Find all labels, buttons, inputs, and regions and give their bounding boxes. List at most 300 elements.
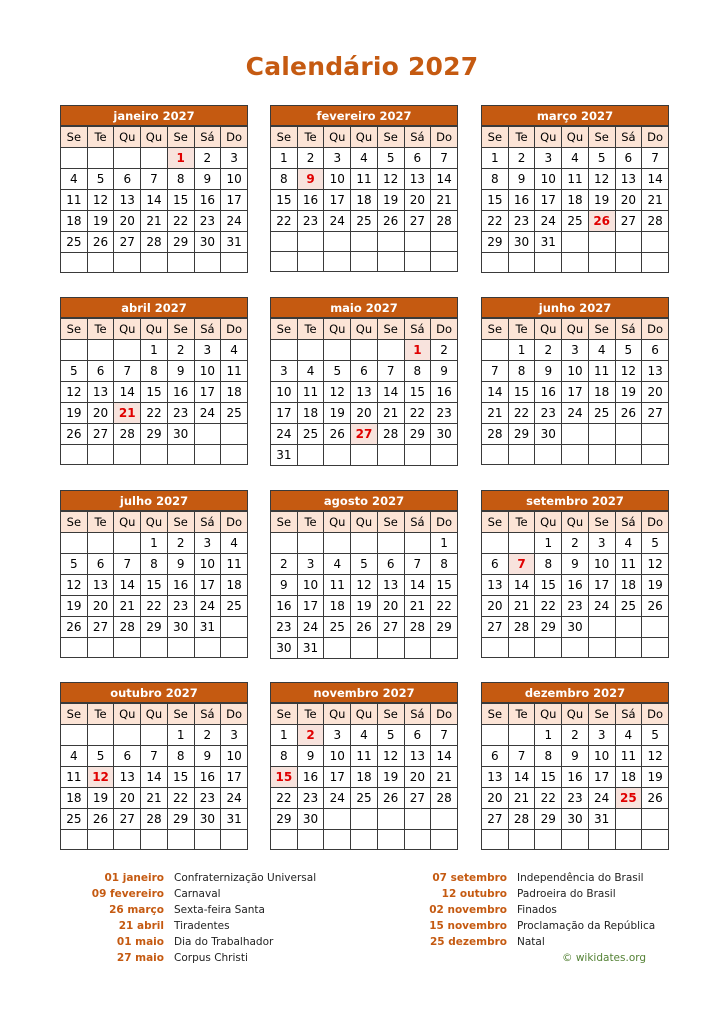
day-cell: 30 <box>194 232 221 253</box>
day-cell: 20 <box>482 596 509 617</box>
day-cell: 11 <box>221 554 248 575</box>
day-cell: 18 <box>351 190 378 211</box>
day-cell: 6 <box>377 554 404 575</box>
day-cell: 6 <box>114 169 141 190</box>
day-cell: 14 <box>141 767 168 788</box>
day-cell: 23 <box>194 211 221 232</box>
day-cell: 23 <box>562 788 589 809</box>
day-cell: 13 <box>482 575 509 596</box>
holiday-day-cell: 2 <box>297 725 324 746</box>
day-cell: 7 <box>482 361 509 382</box>
page-title: Calendário 2027 <box>245 52 479 81</box>
day-cell: 15 <box>508 382 535 403</box>
empty-day-cell <box>642 253 669 273</box>
day-cell: 27 <box>482 617 509 638</box>
day-cell: 7 <box>377 361 404 382</box>
day-cell: 29 <box>271 809 298 830</box>
day-cell: 19 <box>615 382 642 403</box>
day-cell: 6 <box>351 361 378 382</box>
weekday-header: Do <box>221 704 248 725</box>
day-cell: 6 <box>482 554 509 575</box>
day-cell: 6 <box>404 725 431 746</box>
empty-day-cell <box>271 340 298 361</box>
empty-day-cell <box>431 809 458 830</box>
day-cell: 25 <box>221 403 248 424</box>
weekday-header: Se <box>271 319 298 340</box>
day-cell: 19 <box>61 403 88 424</box>
day-cell: 8 <box>508 361 535 382</box>
day-cell: 15 <box>271 190 298 211</box>
holiday-row <box>60 902 344 918</box>
day-cell: 14 <box>404 575 431 596</box>
day-cell: 16 <box>508 190 535 211</box>
day-cell: 13 <box>404 169 431 190</box>
day-cell: 2 <box>271 554 298 575</box>
day-cell: 12 <box>61 575 88 596</box>
day-cell: 27 <box>642 403 669 424</box>
weekday-header: Se <box>167 319 194 340</box>
empty-day-cell <box>271 533 298 554</box>
weekday-header: Sá <box>404 704 431 725</box>
empty-day-cell <box>61 533 88 554</box>
empty-day-cell <box>87 725 114 746</box>
day-cell: 14 <box>114 575 141 596</box>
month-title: setembro 2027 <box>481 490 669 511</box>
weekday-header: Qu <box>562 127 589 148</box>
day-cell: 6 <box>404 148 431 169</box>
empty-day-cell <box>114 445 141 465</box>
day-cell: 8 <box>167 746 194 767</box>
empty-day-cell <box>482 340 509 361</box>
day-cell: 9 <box>297 746 324 767</box>
holiday-date: 07 setembro <box>432 872 507 884</box>
day-cell: 1 <box>482 148 509 169</box>
day-cell: 2 <box>431 340 458 361</box>
day-cell: 12 <box>642 746 669 767</box>
empty-day-cell <box>588 445 615 465</box>
day-cell: 19 <box>377 767 404 788</box>
empty-day-cell <box>87 148 114 169</box>
weekday-header: Qu <box>562 512 589 533</box>
empty-day-cell <box>114 253 141 273</box>
day-cell: 28 <box>114 617 141 638</box>
day-cell: 10 <box>194 361 221 382</box>
day-cell: 21 <box>431 767 458 788</box>
weekday-header: Se <box>61 127 88 148</box>
day-cell: 29 <box>167 232 194 253</box>
day-cell: 13 <box>482 767 509 788</box>
day-cell: 23 <box>167 596 194 617</box>
day-cell: 3 <box>588 725 615 746</box>
holiday-name: Finados <box>517 904 557 916</box>
month-title: fevereiro 2027 <box>270 105 458 126</box>
empty-day-cell <box>615 617 642 638</box>
empty-day-cell <box>615 445 642 465</box>
day-cell: 24 <box>324 211 351 232</box>
weekday-header: Se <box>482 512 509 533</box>
day-cell: 28 <box>141 809 168 830</box>
day-cell: 8 <box>431 554 458 575</box>
holiday-day-cell: 26 <box>588 211 615 232</box>
credit-text[interactable]: © wikidates.org <box>562 952 647 964</box>
month-title: julho 2027 <box>60 490 248 511</box>
day-cell: 3 <box>324 725 351 746</box>
empty-day-cell <box>351 445 378 466</box>
empty-day-cell <box>431 445 458 466</box>
day-cell: 29 <box>535 617 562 638</box>
day-cell: 11 <box>324 575 351 596</box>
day-cell: 7 <box>141 746 168 767</box>
day-cell: 13 <box>615 169 642 190</box>
day-cell: 15 <box>404 382 431 403</box>
day-cell: 21 <box>508 788 535 809</box>
day-cell: 24 <box>194 596 221 617</box>
empty-day-cell <box>351 809 378 830</box>
holiday-date: 15 novembro <box>429 920 507 932</box>
day-cell: 20 <box>377 596 404 617</box>
empty-day-cell <box>615 424 642 445</box>
weekday-header: Qu <box>114 512 141 533</box>
day-cell: 30 <box>167 424 194 445</box>
weekday-header: Do <box>431 127 458 148</box>
day-cell: 9 <box>562 554 589 575</box>
empty-day-cell <box>271 830 298 850</box>
empty-day-cell <box>431 638 458 659</box>
day-cell: 15 <box>141 575 168 596</box>
day-cell: 10 <box>271 382 298 403</box>
day-cell: 15 <box>141 382 168 403</box>
day-cell: 30 <box>508 232 535 253</box>
day-cell: 21 <box>141 788 168 809</box>
holiday-row <box>60 886 344 902</box>
empty-day-cell <box>61 340 88 361</box>
weekday-header: Se <box>61 704 88 725</box>
day-cell: 17 <box>324 767 351 788</box>
day-cell: 25 <box>221 596 248 617</box>
empty-day-cell <box>297 830 324 850</box>
day-cell: 21 <box>431 190 458 211</box>
day-cell: 21 <box>508 596 535 617</box>
day-cell: 27 <box>482 809 509 830</box>
month-calendar <box>60 490 248 658</box>
day-cell: 13 <box>404 746 431 767</box>
day-cell: 22 <box>167 788 194 809</box>
day-cell: 14 <box>431 169 458 190</box>
day-cell: 15 <box>431 575 458 596</box>
empty-day-cell <box>351 232 378 252</box>
day-cell: 24 <box>588 596 615 617</box>
day-cell: 16 <box>431 382 458 403</box>
day-cell: 14 <box>114 382 141 403</box>
day-cell: 17 <box>221 190 248 211</box>
day-cell: 16 <box>297 190 324 211</box>
empty-day-cell <box>404 830 431 850</box>
holiday-row <box>400 886 667 902</box>
empty-day-cell <box>141 638 168 658</box>
day-cell: 21 <box>141 211 168 232</box>
day-cell: 17 <box>562 382 589 403</box>
empty-day-cell <box>482 638 509 658</box>
month-calendar <box>60 297 248 465</box>
day-cell: 17 <box>194 575 221 596</box>
empty-day-cell <box>351 830 378 850</box>
empty-day-cell <box>377 809 404 830</box>
day-cell: 30 <box>271 638 298 659</box>
day-cell: 26 <box>87 809 114 830</box>
holiday-name: Padroeira do Brasil <box>517 888 616 900</box>
day-cell: 9 <box>562 746 589 767</box>
weekday-header: Do <box>221 127 248 148</box>
day-cell: 9 <box>535 361 562 382</box>
day-cell: 16 <box>562 767 589 788</box>
empty-day-cell <box>508 830 535 850</box>
holiday-date: 09 fevereiro <box>91 888 164 900</box>
empty-day-cell <box>167 445 194 465</box>
day-cell: 30 <box>194 809 221 830</box>
day-cell: 19 <box>324 403 351 424</box>
day-cell: 27 <box>87 617 114 638</box>
empty-day-cell <box>61 148 88 169</box>
day-cell: 10 <box>194 554 221 575</box>
day-cell: 3 <box>324 148 351 169</box>
weekday-header: Qu <box>535 704 562 725</box>
day-cell: 23 <box>508 211 535 232</box>
month-title: março 2027 <box>481 105 669 126</box>
empty-day-cell <box>562 424 589 445</box>
day-cell: 25 <box>61 809 88 830</box>
weekday-header: Te <box>297 319 324 340</box>
empty-day-cell <box>508 253 535 273</box>
day-cell: 9 <box>194 746 221 767</box>
month-calendar <box>60 682 248 850</box>
empty-day-cell <box>642 638 669 658</box>
empty-day-cell <box>87 340 114 361</box>
day-cell: 3 <box>535 148 562 169</box>
holiday-day-cell: 12 <box>87 767 114 788</box>
holiday-name: Proclamação da República <box>517 920 656 932</box>
day-cell: 3 <box>271 361 298 382</box>
weekday-header: Do <box>642 127 669 148</box>
empty-day-cell <box>562 638 589 658</box>
empty-day-cell <box>114 638 141 658</box>
day-cell: 11 <box>61 767 88 788</box>
day-cell: 11 <box>351 169 378 190</box>
month-calendar <box>481 682 669 850</box>
day-cell: 10 <box>297 575 324 596</box>
day-cell: 21 <box>642 190 669 211</box>
holiday-day-cell: 27 <box>351 424 378 445</box>
empty-day-cell <box>377 340 404 361</box>
day-cell: 13 <box>642 361 669 382</box>
day-cell: 23 <box>535 403 562 424</box>
day-cell: 19 <box>61 596 88 617</box>
empty-day-cell <box>615 638 642 658</box>
day-cell: 8 <box>167 169 194 190</box>
empty-day-cell <box>221 424 248 445</box>
empty-day-cell <box>377 830 404 850</box>
empty-day-cell <box>615 232 642 253</box>
day-cell: 29 <box>508 424 535 445</box>
day-cell: 10 <box>324 169 351 190</box>
empty-day-cell <box>297 232 324 252</box>
empty-day-cell <box>482 830 509 850</box>
holiday-date: 25 dezembro <box>430 936 507 948</box>
day-cell: 3 <box>221 725 248 746</box>
empty-day-cell <box>271 252 298 272</box>
day-cell: 24 <box>297 617 324 638</box>
day-cell: 18 <box>615 575 642 596</box>
day-cell: 22 <box>508 403 535 424</box>
day-cell: 12 <box>642 554 669 575</box>
weekday-header: Se <box>271 704 298 725</box>
day-cell: 18 <box>297 403 324 424</box>
day-cell: 24 <box>588 788 615 809</box>
day-cell: 26 <box>87 232 114 253</box>
weekday-header: Te <box>297 127 324 148</box>
day-cell: 7 <box>431 725 458 746</box>
holiday-row <box>400 934 667 950</box>
weekday-header: Sá <box>404 319 431 340</box>
weekday-header: Te <box>87 512 114 533</box>
empty-day-cell <box>482 725 509 746</box>
day-cell: 8 <box>141 554 168 575</box>
day-cell: 8 <box>535 746 562 767</box>
day-cell: 13 <box>351 382 378 403</box>
day-cell: 1 <box>167 725 194 746</box>
day-cell: 26 <box>61 617 88 638</box>
month-calendar <box>270 682 458 850</box>
day-cell: 3 <box>588 533 615 554</box>
weekday-header: Te <box>87 704 114 725</box>
weekday-header: Sá <box>194 512 221 533</box>
empty-day-cell <box>508 638 535 658</box>
day-cell: 5 <box>642 533 669 554</box>
day-cell: 14 <box>508 767 535 788</box>
weekday-header: Te <box>508 512 535 533</box>
day-cell: 4 <box>297 361 324 382</box>
day-cell: 10 <box>562 361 589 382</box>
day-cell: 26 <box>642 788 669 809</box>
day-cell: 12 <box>615 361 642 382</box>
day-cell: 4 <box>562 148 589 169</box>
empty-day-cell <box>482 445 509 465</box>
empty-day-cell <box>114 830 141 850</box>
day-cell: 22 <box>482 211 509 232</box>
day-cell: 8 <box>535 554 562 575</box>
day-cell: 28 <box>508 617 535 638</box>
day-cell: 12 <box>324 382 351 403</box>
holiday-list-left <box>60 870 344 966</box>
day-cell: 2 <box>535 340 562 361</box>
empty-day-cell <box>324 638 351 659</box>
day-cell: 28 <box>508 809 535 830</box>
day-cell: 4 <box>61 169 88 190</box>
holiday-row <box>400 902 667 918</box>
empty-day-cell <box>324 340 351 361</box>
holiday-row <box>400 870 667 886</box>
day-cell: 7 <box>642 148 669 169</box>
month-calendar <box>270 105 458 272</box>
day-cell: 7 <box>508 746 535 767</box>
empty-day-cell <box>221 830 248 850</box>
day-cell: 9 <box>167 361 194 382</box>
weekday-header: Do <box>642 704 669 725</box>
month-title: outubro 2027 <box>60 682 248 703</box>
day-cell: 9 <box>167 554 194 575</box>
day-cell: 3 <box>562 340 589 361</box>
holiday-row <box>60 934 344 950</box>
day-cell: 23 <box>167 403 194 424</box>
day-cell: 24 <box>535 211 562 232</box>
holiday-date: 12 outubro <box>441 888 507 900</box>
empty-day-cell <box>508 533 535 554</box>
day-cell: 26 <box>324 424 351 445</box>
day-cell: 11 <box>562 169 589 190</box>
day-cell: 23 <box>431 403 458 424</box>
weekday-header: Sá <box>615 319 642 340</box>
weekday-header: Qu <box>324 127 351 148</box>
day-cell: 19 <box>87 788 114 809</box>
holiday-row <box>60 950 344 966</box>
empty-day-cell <box>377 232 404 252</box>
holiday-day-cell: 9 <box>297 169 324 190</box>
weekday-header: Se <box>271 127 298 148</box>
day-cell: 10 <box>324 746 351 767</box>
empty-day-cell <box>221 638 248 658</box>
day-cell: 14 <box>377 382 404 403</box>
day-cell: 11 <box>221 361 248 382</box>
day-cell: 27 <box>404 211 431 232</box>
day-cell: 5 <box>61 554 88 575</box>
month-title: junho 2027 <box>481 297 669 318</box>
day-cell: 1 <box>141 533 168 554</box>
empty-day-cell <box>642 617 669 638</box>
day-cell: 1 <box>141 340 168 361</box>
day-cell: 20 <box>87 403 114 424</box>
day-cell: 22 <box>271 211 298 232</box>
day-cell: 22 <box>404 403 431 424</box>
day-cell: 15 <box>535 767 562 788</box>
day-cell: 15 <box>167 190 194 211</box>
holiday-row <box>60 870 344 886</box>
empty-day-cell <box>615 253 642 273</box>
weekday-header: Qu <box>141 127 168 148</box>
day-cell: 4 <box>221 533 248 554</box>
weekday-header: Se <box>61 512 88 533</box>
empty-day-cell <box>61 638 88 658</box>
weekday-header: Qu <box>351 704 378 725</box>
day-cell: 9 <box>194 169 221 190</box>
day-cell: 20 <box>482 788 509 809</box>
day-cell: 14 <box>508 575 535 596</box>
weekday-header: Qu <box>351 319 378 340</box>
weekday-header: Qu <box>535 127 562 148</box>
day-cell: 11 <box>615 554 642 575</box>
day-cell: 16 <box>297 767 324 788</box>
day-cell: 30 <box>562 809 589 830</box>
empty-day-cell <box>297 445 324 466</box>
weekday-header: Qu <box>351 512 378 533</box>
empty-day-cell <box>87 253 114 273</box>
empty-day-cell <box>535 253 562 273</box>
day-cell: 18 <box>351 767 378 788</box>
empty-day-cell <box>221 445 248 465</box>
day-cell: 5 <box>377 725 404 746</box>
day-cell: 14 <box>642 169 669 190</box>
holiday-date: 02 novembro <box>429 904 507 916</box>
day-cell: 5 <box>61 361 88 382</box>
day-cell: 16 <box>167 575 194 596</box>
